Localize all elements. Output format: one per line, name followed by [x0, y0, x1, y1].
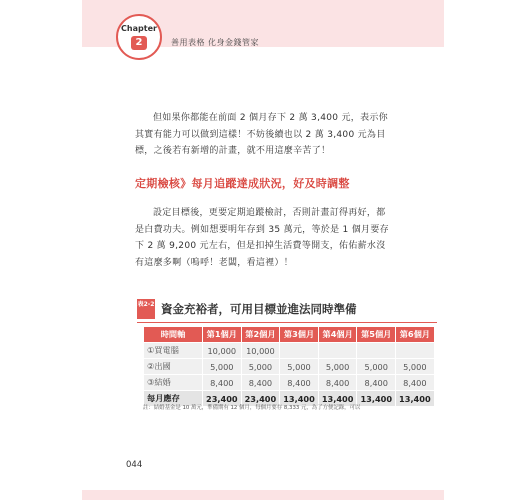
- header-cell: 時間軸: [144, 327, 203, 343]
- paragraph-1-text: 但如果你都能在前面 2 個月存下 2 萬 3,400 元，表示你其實有能力可以做到這樣！不妨後續也以 2 萬 3,400 元為目標，之後若有新增的計畫，就不用這麼辛苦了！: [135, 113, 388, 156]
- chapter-word: Chapter: [121, 24, 157, 33]
- section-heading: 定期檢核》每月追蹤達成狀況，好及時調整: [135, 177, 350, 190]
- header-cell: 第3個月: [280, 327, 319, 343]
- table-cell: 5,000: [203, 359, 242, 375]
- table-cell: 8,400: [318, 375, 357, 391]
- table-cell: [318, 343, 357, 359]
- page-number: 044: [126, 460, 143, 470]
- table-cell: 10,000: [203, 343, 242, 359]
- savings-table: [143, 326, 435, 407]
- table-cell: 5,000: [318, 359, 357, 375]
- total-cell: 13,400: [396, 391, 435, 407]
- header-cell: 第1個月: [203, 327, 242, 343]
- row-label: ①買電腦: [144, 343, 203, 359]
- table-cell: 5,000: [357, 359, 396, 375]
- total-cell: 13,400: [280, 391, 319, 407]
- paragraph-2: [135, 205, 393, 271]
- paragraph-2-text: 設定目標後，更要定期追蹤檢討，否則計畫訂得再好，都是白費功夫。例如想要明年存到 35 萬元，等於是 1 個月要存下 2 萬 9,200 元左右，但是扣掉生活費等開支，佑佑薪水沒有這麼多啊（嗚呼！老闆，看這裡）！: [135, 208, 389, 268]
- total-cell: 13,400: [318, 391, 357, 407]
- header-cell: 第6個月: [396, 327, 435, 343]
- table-row: [144, 343, 435, 359]
- table-cell: 8,400: [241, 375, 280, 391]
- table-cell: 8,400: [357, 375, 396, 391]
- table-divider: [137, 322, 437, 323]
- table-cell: 8,400: [396, 375, 435, 391]
- total-label: 每月應存: [144, 391, 203, 407]
- paragraph-1: [135, 110, 393, 160]
- table-cell: [280, 343, 319, 359]
- table-cell: 5,000: [241, 359, 280, 375]
- total-cell: 23,400: [241, 391, 280, 407]
- table-cell: [396, 343, 435, 359]
- footer-band: [82, 490, 444, 500]
- table-note: 註：結婚基金是 10 萬元，準備期有 12 個月，每個月要存 8,333 元，為了方便記錄，可以: [143, 405, 361, 411]
- table-title: [137, 298, 437, 320]
- table-row: [144, 359, 435, 375]
- table-cell: 8,400: [203, 375, 242, 391]
- chapter-title: 善用表格 化身金錢管家: [171, 38, 260, 47]
- book-page: [82, 0, 444, 500]
- row-label: ②出國: [144, 359, 203, 375]
- table-tag: 表2-2: [137, 299, 155, 319]
- table-cell: 5,000: [396, 359, 435, 375]
- table-row: [144, 375, 435, 391]
- table-cell: 5,000: [280, 359, 319, 375]
- header-cell: 第4個月: [318, 327, 357, 343]
- table-cell: 10,000: [241, 343, 280, 359]
- table-cell: [357, 343, 396, 359]
- total-cell: 13,400: [357, 391, 396, 407]
- header-cell: 第2個月: [241, 327, 280, 343]
- chapter-number: 2: [131, 36, 147, 50]
- table-caption: 資金充裕者，可用目標並進法同時準備: [161, 302, 357, 316]
- table-cell: 8,400: [280, 375, 319, 391]
- table-header-row: [144, 327, 435, 343]
- row-label: ③結婚: [144, 375, 203, 391]
- total-cell: 23,400: [203, 391, 242, 407]
- chapter-badge: [116, 14, 162, 60]
- header-cell: 第5個月: [357, 327, 396, 343]
